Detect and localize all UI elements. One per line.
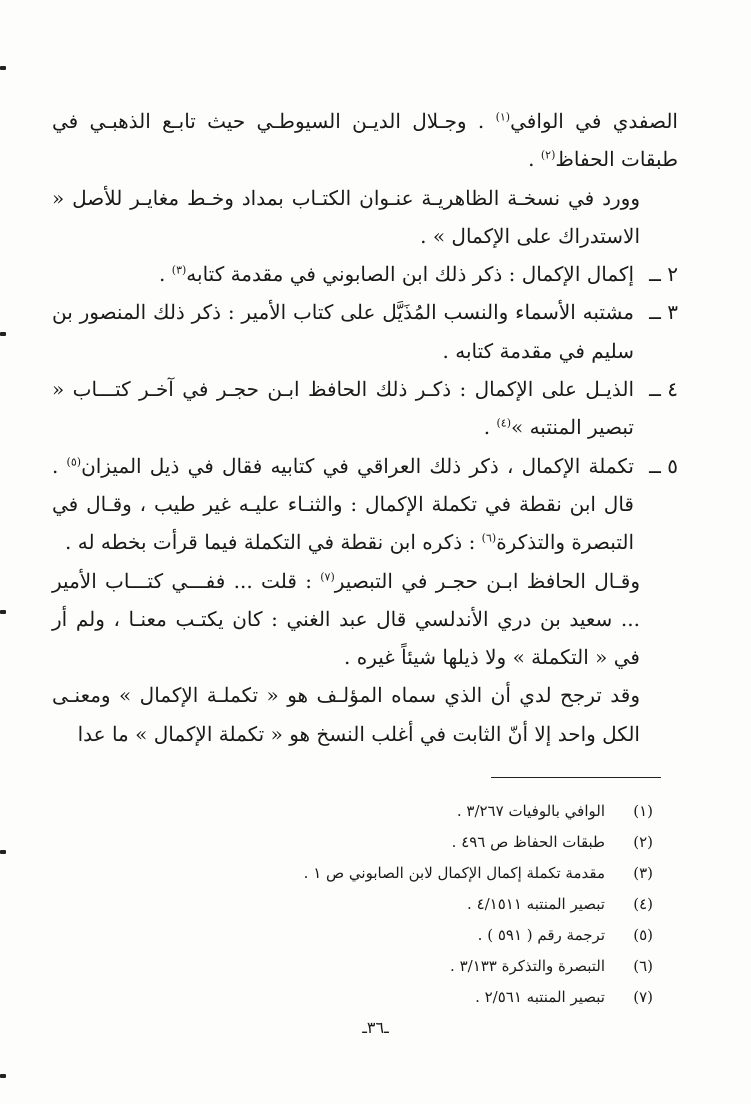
paragraph-text: . وجـلال الديـن السيوطـي حيث تابـع الذهبـي في طبقات الحفاظ bbox=[52, 109, 678, 172]
margin-mark bbox=[0, 610, 6, 614]
paragraph-2 bbox=[52, 179, 678, 256]
list-item-text: . bbox=[159, 262, 172, 287]
footnote-divider bbox=[491, 777, 661, 778]
footnote-reference[interactable]: (١) bbox=[495, 110, 511, 124]
footnote-reference[interactable]: (٤) bbox=[496, 416, 511, 430]
footnote bbox=[93, 920, 653, 951]
list-item-text: . قال ابن نقطة في تكملة الإكمال : والثنـاء عليـه غير طيب ، وقـال في التبصرة والتذكرة bbox=[52, 453, 634, 555]
margin-mark bbox=[0, 332, 6, 336]
footnote-number: (٢) bbox=[633, 833, 653, 851]
footnote-text: تبصير المنتبه ٢/٥٦١ . bbox=[475, 988, 605, 1006]
list-item-text: : ذكره ابن نقطة في التكملة فيما قرأت بخطه له . bbox=[65, 530, 482, 555]
paragraph-7 bbox=[52, 676, 678, 753]
margin-mark bbox=[0, 66, 6, 70]
footnote bbox=[93, 858, 653, 889]
paragraph-6 bbox=[52, 562, 678, 677]
paragraph-text: وورد في نسخـة الظاهريـة عنـوان الكتـاب بمداد وخـط مغايـر للأصل « الاستدراك على الإكمال » . bbox=[52, 185, 640, 248]
paragraph-text: : قلت ... ففـــي كتـــاب الأمير ... سعيد بن دري الأندلسي قال عبد الغني : كان يكتـب معنـا ، ولم أر في « التكملة » ولا ذيلها شيئاً غيره . bbox=[52, 568, 640, 670]
footnote-number: (٣) bbox=[633, 864, 653, 882]
footnotes bbox=[93, 796, 653, 1013]
paragraph-1 bbox=[52, 102, 678, 179]
paragraph-text: الصفدي في الوافي bbox=[510, 109, 678, 133]
footnote-number: (٥) bbox=[633, 926, 653, 944]
footnote-reference[interactable]: (٢) bbox=[540, 148, 556, 162]
list-item-number: ٤ ــ bbox=[649, 377, 678, 402]
list-item-text: مشتبه الأسماء والنسب المُذَيَّل على كتاب الأمير : ذكر ذلك المنصور بن سليم في مقدمة كتابه . bbox=[52, 300, 634, 363]
list-item-text: . bbox=[483, 415, 497, 440]
footnote-text: مقدمة تكملة إكمال الإكمال لابن الصابوني ص ١ . bbox=[303, 864, 605, 882]
footnote-reference[interactable]: (٦) bbox=[481, 531, 497, 545]
main-text bbox=[52, 102, 678, 753]
margin-mark bbox=[0, 850, 6, 854]
footnote-number: (١) bbox=[633, 802, 653, 820]
paragraph-text: وقد ترجح لدي أن الذي سماه المؤلـف هو « تكملـة الإكمال » ومعنـى الكل واحد إلا أنّ الثابت في أغلب النسخ هو « تكملة الإكمال » ما عدا bbox=[52, 683, 640, 746]
list-item-5 bbox=[52, 447, 678, 562]
footnote bbox=[93, 982, 653, 1013]
paragraph-text: وقـال الحافظ ابـن حجـر في التبصير bbox=[334, 568, 640, 593]
footnote-text: التبصرة والتذكرة ٣/١٣٣ . bbox=[450, 957, 605, 975]
list-item-3 bbox=[52, 293, 678, 370]
footnote-reference[interactable]: (٣) bbox=[171, 263, 187, 277]
footnote-number: (٦) bbox=[633, 957, 653, 975]
footnote-number: (٤) bbox=[633, 895, 653, 913]
page-number: ـ٣٦ـ bbox=[362, 1018, 389, 1037]
footnote bbox=[93, 827, 653, 858]
footnote-text: تبصير المنتبه ٤/١٥١١ . bbox=[467, 895, 605, 913]
footnote-text: طبقات الحفاظ ص ٤٩٦ . bbox=[451, 833, 605, 851]
footnote-number: (٧) bbox=[633, 988, 653, 1006]
list-item-text: الذيـل على الإكمال : ذكـر ذلك الحافظ ابـن حجـر في آخـر كتـــاب « تبصير المنتبه » bbox=[52, 377, 634, 440]
footnote bbox=[93, 951, 653, 982]
list-item-text: إكمال الإكمال : ذكر ذلك ابن الصابوني في مقدمة كتابه bbox=[186, 262, 634, 287]
footnote-reference[interactable]: (٧) bbox=[320, 569, 335, 583]
margin-mark bbox=[0, 1074, 6, 1078]
list-item-number: ٢ ــ bbox=[649, 262, 678, 287]
footnote-reference[interactable]: (٥) bbox=[66, 455, 82, 469]
list-item-number: ٣ ــ bbox=[649, 300, 678, 325]
list-item-4 bbox=[52, 370, 678, 447]
footnote-text: الوافي بالوفيات ٣/٢٦٧ . bbox=[456, 802, 605, 820]
footnote bbox=[93, 796, 653, 827]
paragraph-text: . bbox=[528, 147, 541, 172]
footnote bbox=[93, 889, 653, 920]
list-item-2 bbox=[52, 255, 678, 293]
list-item-number: ٥ ــ bbox=[649, 453, 678, 478]
list-item-text: تكملة الإكمال ، ذكر ذلك العراقي في كتابيه فقال في ذيل الميزان bbox=[81, 453, 635, 478]
footnote-text: ترجمة رقم ( ٥٩١ ) . bbox=[477, 926, 605, 944]
